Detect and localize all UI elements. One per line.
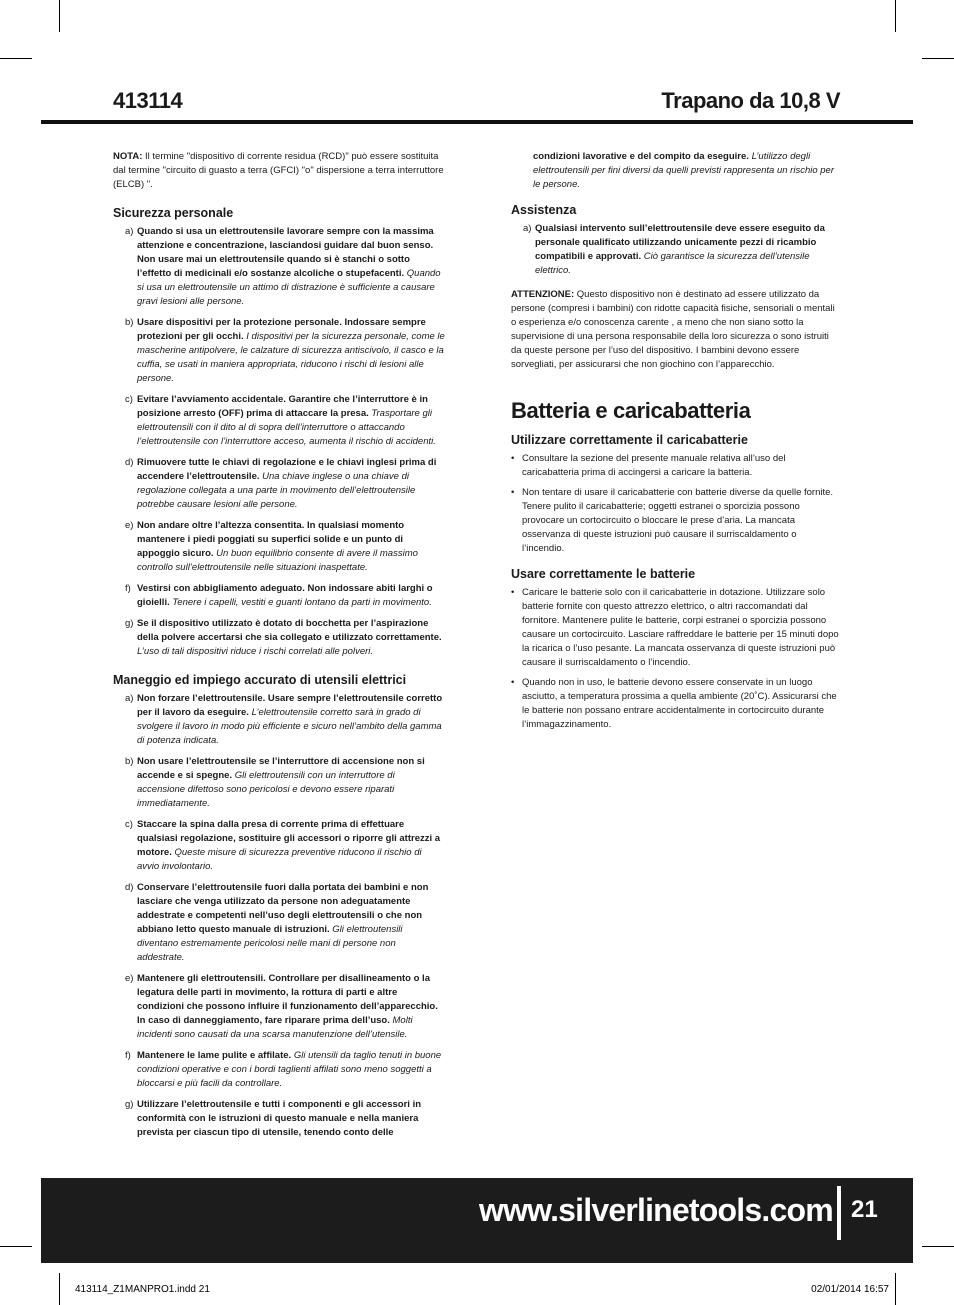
- item-italic-text: Una chiave inglese o una chiave di regolazione collegata a una parte in movimento dell’elettroutensile potrebbe causare lesioni alle persone.: [137, 471, 416, 510]
- list-item: [113, 617, 445, 659]
- battery-bullet-list: [511, 586, 841, 732]
- item-italic-text: L’uso di tali dispositivi riduce i rischi correlati alle polveri.: [137, 646, 374, 657]
- note-text: Il termine "dispositivo di corrente residua (RCD)" può essere sostituita dal termine "circuito di guasto a terra (GFCI) "o" dispersione a terra interruttore (ELCB) ".: [113, 151, 444, 190]
- crop-mark: [895, 1273, 896, 1305]
- item-bold-text: Non andare oltre l’altezza consentita. In qualsiasi momento mantenere i piedi poggiati su superfici solide e un punto di appoggio sicuro.: [137, 520, 405, 559]
- crop-mark: [895, 0, 896, 32]
- item-bold-text: Mantenere gli elettroutensili. Controllare per disallineamento o la legatura delle parti in movimento, la rottura di parti e altre condizioni che possono influire il funzionamento dell’apparecchio. In caso di danneggiamento, fare riparare prima dell’uso.: [137, 973, 438, 1026]
- list-item: [113, 881, 445, 965]
- item-italic-text: Quando si usa un elettroutensile un attimo di distrazione è sufficiente a causare gravi lesioni alle persone.: [137, 268, 441, 307]
- item-letter: a): [125, 693, 134, 704]
- item-bold-text: Utilizzare l’elettroutensile e tutti i componenti e gli accessori in conformità con le istruzioni di questo manuale e nella maniera prevista per ciascun tipo di utensile, tenendo conto delle: [137, 1099, 422, 1138]
- website-link[interactable]: www.silverlinetools.com: [479, 1192, 833, 1228]
- item-italic-text: Trasportare gli elettroutensili con il dito al di sopra dell’interruttore o attaccando l’elettroutensile con l’interruttore acceso, aumenta il rischio di accidenti.: [137, 408, 436, 447]
- list-item: [113, 519, 445, 575]
- item-bold-text: Rimuovere tutte le chiavi di regolazione e le chiavi inglesi prima di accendere l’elettroutensile.: [137, 457, 437, 482]
- page-number: 21: [851, 1196, 878, 1223]
- item-bold-text: Conservare l’elettroutensile fuori dalla portata dei bambini e non lasciare che venga utilizzato da persone non adeguatamente addestrate e competenti nell’uso degli elettroutensili o che non abbiano letto questo manuale di istruzioni.: [137, 882, 429, 935]
- item-bold-text: Non usare l’elettroutensile se l’interruttore di accensione non si accende e si spegne.: [137, 756, 425, 781]
- item-bold-text: Vestirsi con abbigliamento adeguato. Non indossare abiti larghi o gioielli.: [137, 583, 433, 608]
- note-paragraph: [113, 150, 445, 192]
- right-column: [511, 150, 841, 738]
- item-bold-text: Se il dispositivo utilizzato è dotato di bocchetta per l’aspirazione della polvere accertarsi che sia collegato e utilizzato correttamente.: [137, 618, 442, 643]
- list-item: [113, 1049, 445, 1091]
- bullet-item: • Non tentare di usare il caricabatterie con batterie diverse da quelle fornite. Tenere pulito il caricabatterie; oggetti estranei o sporcizia possono provocare un cortocircuito o bloccare le prese d’aria. La mancata osservanza di queste istruzioni può causare il surriscaldamento o l’incendio.: [511, 486, 841, 556]
- item-bold-text: Qualsiasi intervento sull’elettroutensile deve essere eseguito da personale qualificato utilizzando unicamente pezzi di ricambio compatibili e approvati.: [535, 223, 825, 262]
- item-italic-text: Gli utensili da taglio tenuti in buone condizioni operative e con i bordi taglienti affilati sono meno soggetti a bloccarsi e più facili da controllare.: [137, 1050, 442, 1089]
- item-italic-text: Molti incidenti sono causati da una scarsa manutenzione dell’utensile.: [137, 1015, 413, 1040]
- warning-paragraph: [511, 288, 841, 372]
- item-italic-text: Ciò garantisce la sicurezza dell’utensile elettrico.: [535, 251, 810, 276]
- item-letter: e): [125, 973, 134, 984]
- item-letter: g): [125, 1099, 134, 1110]
- item-bold-text: Quando si usa un elettroutensile lavorare sempre con la massima attenzione e concentrazione, lasciandosi guidare dal buon senso. Non usare mai un elettroutensile quando si è stanchi o sotto l’effetto di medicinali e/o sostanze alcoliche o stupefacenti.: [137, 226, 434, 279]
- item-bold-text: Usare dispositivi per la protezione personale. Indossare sempre protezioni per gli occhi.: [137, 317, 426, 342]
- battery-section-title: Batteria e caricabatteria: [511, 398, 751, 423]
- item-bold-text: Evitare l’avviamento accidentale. Garantire che l’interruttore è in posizione arresto (OFF) prima di attaccare la presa.: [137, 394, 428, 419]
- item-bold-text: Mantenere le lame pulite e affilate.: [137, 1050, 292, 1061]
- crop-mark: [59, 0, 60, 32]
- item-letter: a): [523, 223, 532, 234]
- continued-item: [511, 150, 841, 192]
- item-bold-text: Non forzare l’elettroutensile. Usare sempre l’elettroutensile corretto per il lavoro da eseguire.: [137, 693, 443, 718]
- item-letter: e): [125, 520, 134, 531]
- item-letter: f): [125, 1050, 131, 1061]
- item-letter: d): [125, 457, 134, 468]
- warning-label: ATTENZIONE:: [511, 289, 575, 300]
- item-letter: a): [125, 226, 134, 237]
- item-letter: d): [125, 882, 134, 893]
- item-letter: c): [125, 819, 133, 830]
- section-heading-charger: Utilizzare correttamente il caricabatterie: [511, 433, 748, 447]
- list-item: [113, 456, 445, 512]
- list-item: [113, 818, 445, 874]
- product-code: 413114: [113, 88, 183, 113]
- list-item: [113, 692, 445, 748]
- list-item: [113, 316, 445, 386]
- item-italic-text: L’elettroutensile corretto sarà in grado di svolgere il lavoro in modo più efficiente e sicuro nell’ambito della gamma di potenza indicata.: [137, 707, 442, 746]
- item-bold-text: Staccare la spina dalla presa di corrente prima di effettuare qualsiasi regolazione, sostituire gli accessori o riporre gli attrezzi a motore.: [137, 819, 441, 858]
- section-heading-personal-safety: Sicurezza personale: [113, 206, 234, 220]
- list-item: [113, 582, 445, 610]
- tool-use-list: [113, 692, 445, 1140]
- page-number-divider: [837, 1186, 841, 1240]
- continued-bold: condizioni lavorative e del compito da eseguire.: [533, 151, 749, 162]
- item-italic-text: Gli elettroutensili con un interruttore di accensione difettoso sono pericolosi e devono essere riparati immediatamente.: [137, 770, 395, 809]
- list-item: [113, 225, 445, 309]
- page-title: Trapano da 10,8 V: [661, 88, 840, 113]
- item-letter: f): [125, 583, 131, 594]
- item-italic-text: Queste misure di sicurezza preventive riducono il rischio di avvio involontario.: [137, 847, 422, 872]
- charger-bullet-list: [511, 452, 841, 556]
- warning-text: Questo dispositivo non è destinato ad essere utilizzato da persone (compresi i bambini) con ridotte capacità fisiche, sensoriali o mentali o esperienza e/o conoscenza carente , a meno che non siano sotto la supervisione di una persona responsabile della loro sicurezza o sono istruiti da queste persone per l’uso del dispositivo. I bambini devono essere sorvegliati, per assicurarsi che non giochino con l’apparecchio.: [511, 289, 835, 370]
- continued-italic: L’utilizzo degli elettroutensili per fini diversi da quelli previsti rappresenta un rischio per le persone.: [533, 151, 834, 190]
- bullet-item: • Quando non in uso, le batterie devono essere conservate in un luogo asciutto, a temperatura prossima a quella ambiente (20˚C). Assicurarsi che le batterie non possano entrare accidentalmente in cortocircuito durante l’immagazzinamento.: [511, 676, 841, 732]
- note-label: NOTA:: [113, 151, 143, 162]
- bullet-item: • Caricare le batterie solo con il caricabatterie in dotazione. Utilizzare solo batterie fornite con questo attrezzo elettrico, o altri raccomandati dal fornitore. Mantenere pulite le batterie, corpi estranei o sporcizia possono causare un cortocircuito. Lasciare raffreddare le batterie per 15 minuti dopo la ricarica o l’uso pesante. La mancata osservanza di queste istruzioni può causare il surriscaldamento o l’incendio.: [511, 586, 841, 670]
- personal-safety-list: [113, 225, 445, 659]
- section-heading-batteries: Usare correttamente le batterie: [511, 567, 696, 581]
- file-slug: 413114_Z1MANPRO1.indd 21: [75, 1284, 210, 1295]
- list-item: [113, 1098, 445, 1140]
- item-letter: g): [125, 618, 134, 629]
- service-list: [511, 222, 841, 278]
- crop-mark: [59, 1273, 60, 1305]
- section-heading-tool-use: Maneggio ed impiego accurato di utensili elettrici: [113, 673, 407, 687]
- item-letter: c): [125, 394, 133, 405]
- crop-mark: [922, 1246, 954, 1247]
- section-heading-service: Assistenza: [511, 203, 577, 217]
- crop-mark: [922, 58, 954, 59]
- item-letter: b): [125, 756, 134, 767]
- crop-mark: [0, 58, 32, 59]
- list-item: [113, 755, 445, 811]
- item-italic-text: I dispositivi per la sicurezza personale, come le mascherine antipolvere, le calzature di sicurezza antiscivolo, il casco e la cuffia, se usati in maniera appropriata, riducono i rischi di lesioni alle persone.: [137, 331, 445, 384]
- item-letter: b): [125, 317, 134, 328]
- item-italic-text: Gli elettroutensili diventano estremamente pericolosi nelle mani di persone non addestrate.: [137, 924, 403, 963]
- header-divider: [41, 120, 913, 124]
- list-item: [113, 393, 445, 449]
- crop-mark: [0, 1246, 32, 1247]
- left-column: [113, 150, 445, 1147]
- item-italic-text: Un buon equilibrio consente di avere il massimo controllo sull’elettroutensile nelle situazioni inaspettate.: [137, 548, 418, 573]
- date-slug: 02/01/2014 16:57: [811, 1284, 889, 1295]
- list-item: [511, 222, 841, 278]
- bullet-item: • Consultare la sezione del presente manuale relativa all’uso del caricabatteria prima di accingersi a caricare la batteria.: [511, 452, 841, 480]
- item-italic-text: Tenere i capelli, vestiti e guanti lontano da parti in movimento.: [172, 597, 432, 608]
- list-item: [113, 972, 445, 1042]
